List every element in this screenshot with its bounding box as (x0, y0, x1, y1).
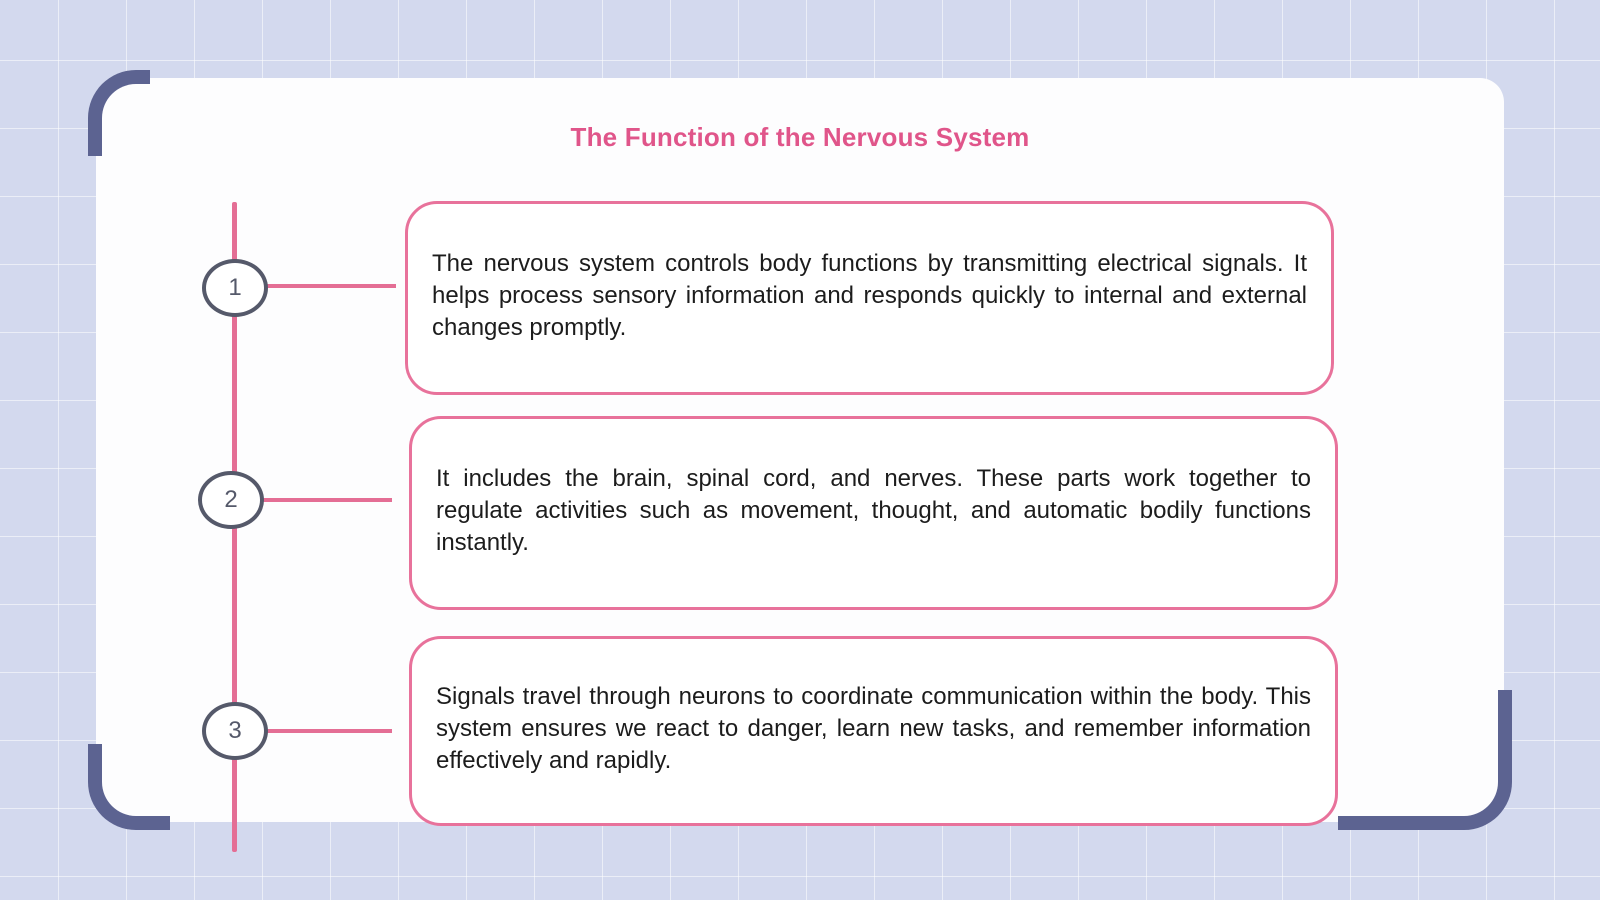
step-description: The nervous system controls body functions by transmitting electrical signals. It helps process sensory information and responds quickly to internal and external changes promptly. (432, 250, 1307, 341)
slide-title: The Function of the Nervous System (570, 122, 1030, 152)
connector-line (264, 284, 396, 288)
step-card (405, 201, 1334, 395)
step-description: It includes the brain, spinal cord, and nerves. These parts work together to regulate activities such as movement, thought, and automatic bodily functions instantly. (436, 465, 1311, 556)
step-number-badge: 1 (202, 259, 268, 317)
step-number-badge: 3 (202, 702, 268, 760)
step-number-badge: 2 (198, 471, 264, 529)
frame-corner-bottom-left (88, 744, 170, 830)
frame-corner-bottom-right (1338, 690, 1512, 830)
step-description: Signals travel through neurons to coordinate communication within the body. This system ensures we react to danger, learn new tasks, and remember information effectively and rapidly. (436, 683, 1311, 774)
step-card (409, 636, 1338, 826)
connector-line (262, 498, 392, 502)
connector-line (264, 729, 392, 733)
step-card (409, 416, 1338, 610)
